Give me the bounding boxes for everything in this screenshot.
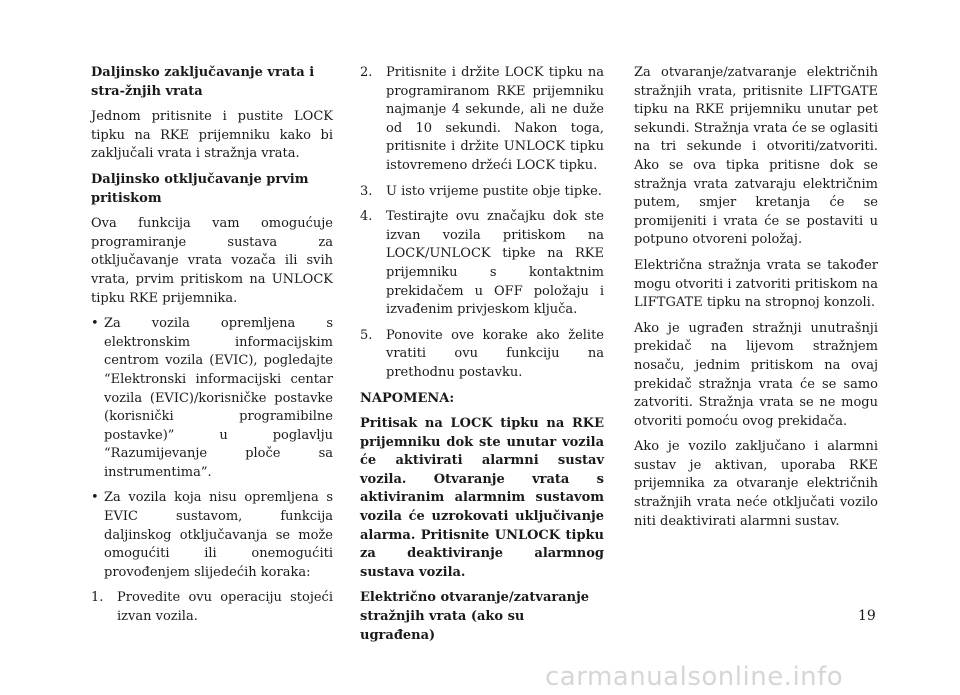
- column-right: [634, 64, 878, 538]
- paragraph-liftgate-open-close: Za otvaranje/zatvaranje električnih stražnjih vrata, pritisnite LIFTGATE tipku na RKE prijemniku unutar pet sekundi. Stražnja vrata će se oglasiti na tri sekunde i otvoriti/zatvoriti. Ako se ova tipka pritisne dok se stražnja vrata zatvaraju električnim putem, smjer kretanja će se promijeniti i vrata će se postaviti u potpuno otvoreni položaj.: [634, 65, 878, 248]
- step-item: [91, 589, 333, 626]
- column-left: [91, 64, 333, 634]
- bullet-icon: •: [91, 316, 99, 332]
- watermark: carmanualsonline.info: [545, 662, 844, 692]
- step-number: 1.: [91, 590, 104, 606]
- paragraph-liftgate-alarm: Ako je vozilo zaključano i alarmni sustav je aktivan, uporaba RKE prijemnika za otvaranje električnih stražnjih vrata neće otključati vozilo niti deaktivirati alarmni sustav.: [634, 439, 878, 529]
- step-text: Ponovite ove korake ako želite vratiti ovu funkciju na prethodnu postavku.: [386, 327, 604, 380]
- step-item: [360, 64, 604, 176]
- note-text: Pritisak na LOCK tipku na RKE prijemniku dok ste unutar vozila će aktivirati alarmni sustav vozila. Otvaranje vrata s aktiviranim alarmnim sustavom vozila će uzrokovati uključivanje alarma. Pritisnite UNLOCK tipku za deaktiviranje alarmnog sustava vozila.: [360, 416, 604, 580]
- section-heading-remote-unlock: Daljinsko otključavanje prvim pritiskom: [91, 171, 309, 206]
- step-number: 5.: [360, 327, 373, 343]
- list-item-text: Za vozila opremljena s elektronskim informacijskim centrom vozila (EVIC), pogledajte “Elektronski informacijski centar vozila (EVIC)/korisničke postavke (korisnički programibilne postavke)” u poglavlju “Razumijevanje ploče sa instrumentima”.: [104, 316, 333, 480]
- step-item: [360, 208, 604, 320]
- step-number: 3.: [360, 183, 373, 199]
- list-item: [91, 315, 333, 482]
- step-text: Testirajte ovu značajku dok ste izvan vozila pritiskom na LOCK/UNLOCK tipke na RKE prijemniku s kontaktnim prekidačem u OFF položaju i izvađenim privjeskom ključa.: [386, 209, 604, 318]
- bullet-list: [91, 315, 333, 582]
- column-middle: [360, 64, 604, 652]
- step-item: [360, 183, 604, 202]
- paragraph-liftgate-switch: Ako je ugrađen stražnji unutrašnji prekidač na lijevom stražnjem nosaču, jednim pritiskom na ovaj prekidač stražnja vrata će se samo zatvoriti. Stražnja vrata se ne mogu otvoriti pomoću ovog prekidača.: [634, 320, 878, 429]
- paragraph-remote-unlock: Ova funkcija vam omogućuje programiranje sustava za otključavanje vrata vozača ili svih vrata, prvim pritiskom na UNLOCK tipku RKE prijemnika.: [91, 216, 333, 306]
- step-item: [360, 327, 604, 383]
- bullet-icon: •: [91, 490, 99, 506]
- note-label: NAPOMENA:: [360, 390, 455, 406]
- step-number: 2.: [360, 65, 373, 80]
- page-number: 19: [858, 608, 876, 624]
- paragraph-liftgate-overhead: Električna stražnja vrata se također mogu otvoriti i zatvoriti pritiskom na LIFTGATE tipku na stropnoj konzoli.: [634, 257, 878, 311]
- list-item: [91, 489, 333, 582]
- paragraph-remote-lock: Jednom pritisnite i pustite LOCK tipku na RKE prijemniku kako bi zaključali vrata i stražnja vrata.: [91, 109, 333, 162]
- step-text: U isto vrijeme pustite obje tipke.: [386, 183, 602, 199]
- step-number: 4.: [360, 209, 373, 225]
- step-text: Pritisnite i držite LOCK tipku na programiranom RKE prijemniku najmanje 4 sekunde, ali ne duže od 10 sekundi. Nakon toga, pritisnite i držite UNLOCK tipku istovremeno držeći LOCK tipku.: [386, 65, 604, 173]
- list-item-text: Za vozila koja nisu opremljena s EVIC sustavom, funkcija daljinskog otključavanja se može omogućiti ili onemogućiti provođenjem slijedećih koraka:: [104, 490, 333, 580]
- step-text: Provedite ovu operaciju stojeći izvan vozila.: [117, 590, 333, 625]
- section-heading-remote-lock: Daljinsko zaključavanje vrata i stra-žnjih vrata: [91, 65, 315, 99]
- section-heading-power-liftgate: Električno otvaranje/zatvaranje stražnjih vrata (ako su ugrađena): [360, 590, 590, 643]
